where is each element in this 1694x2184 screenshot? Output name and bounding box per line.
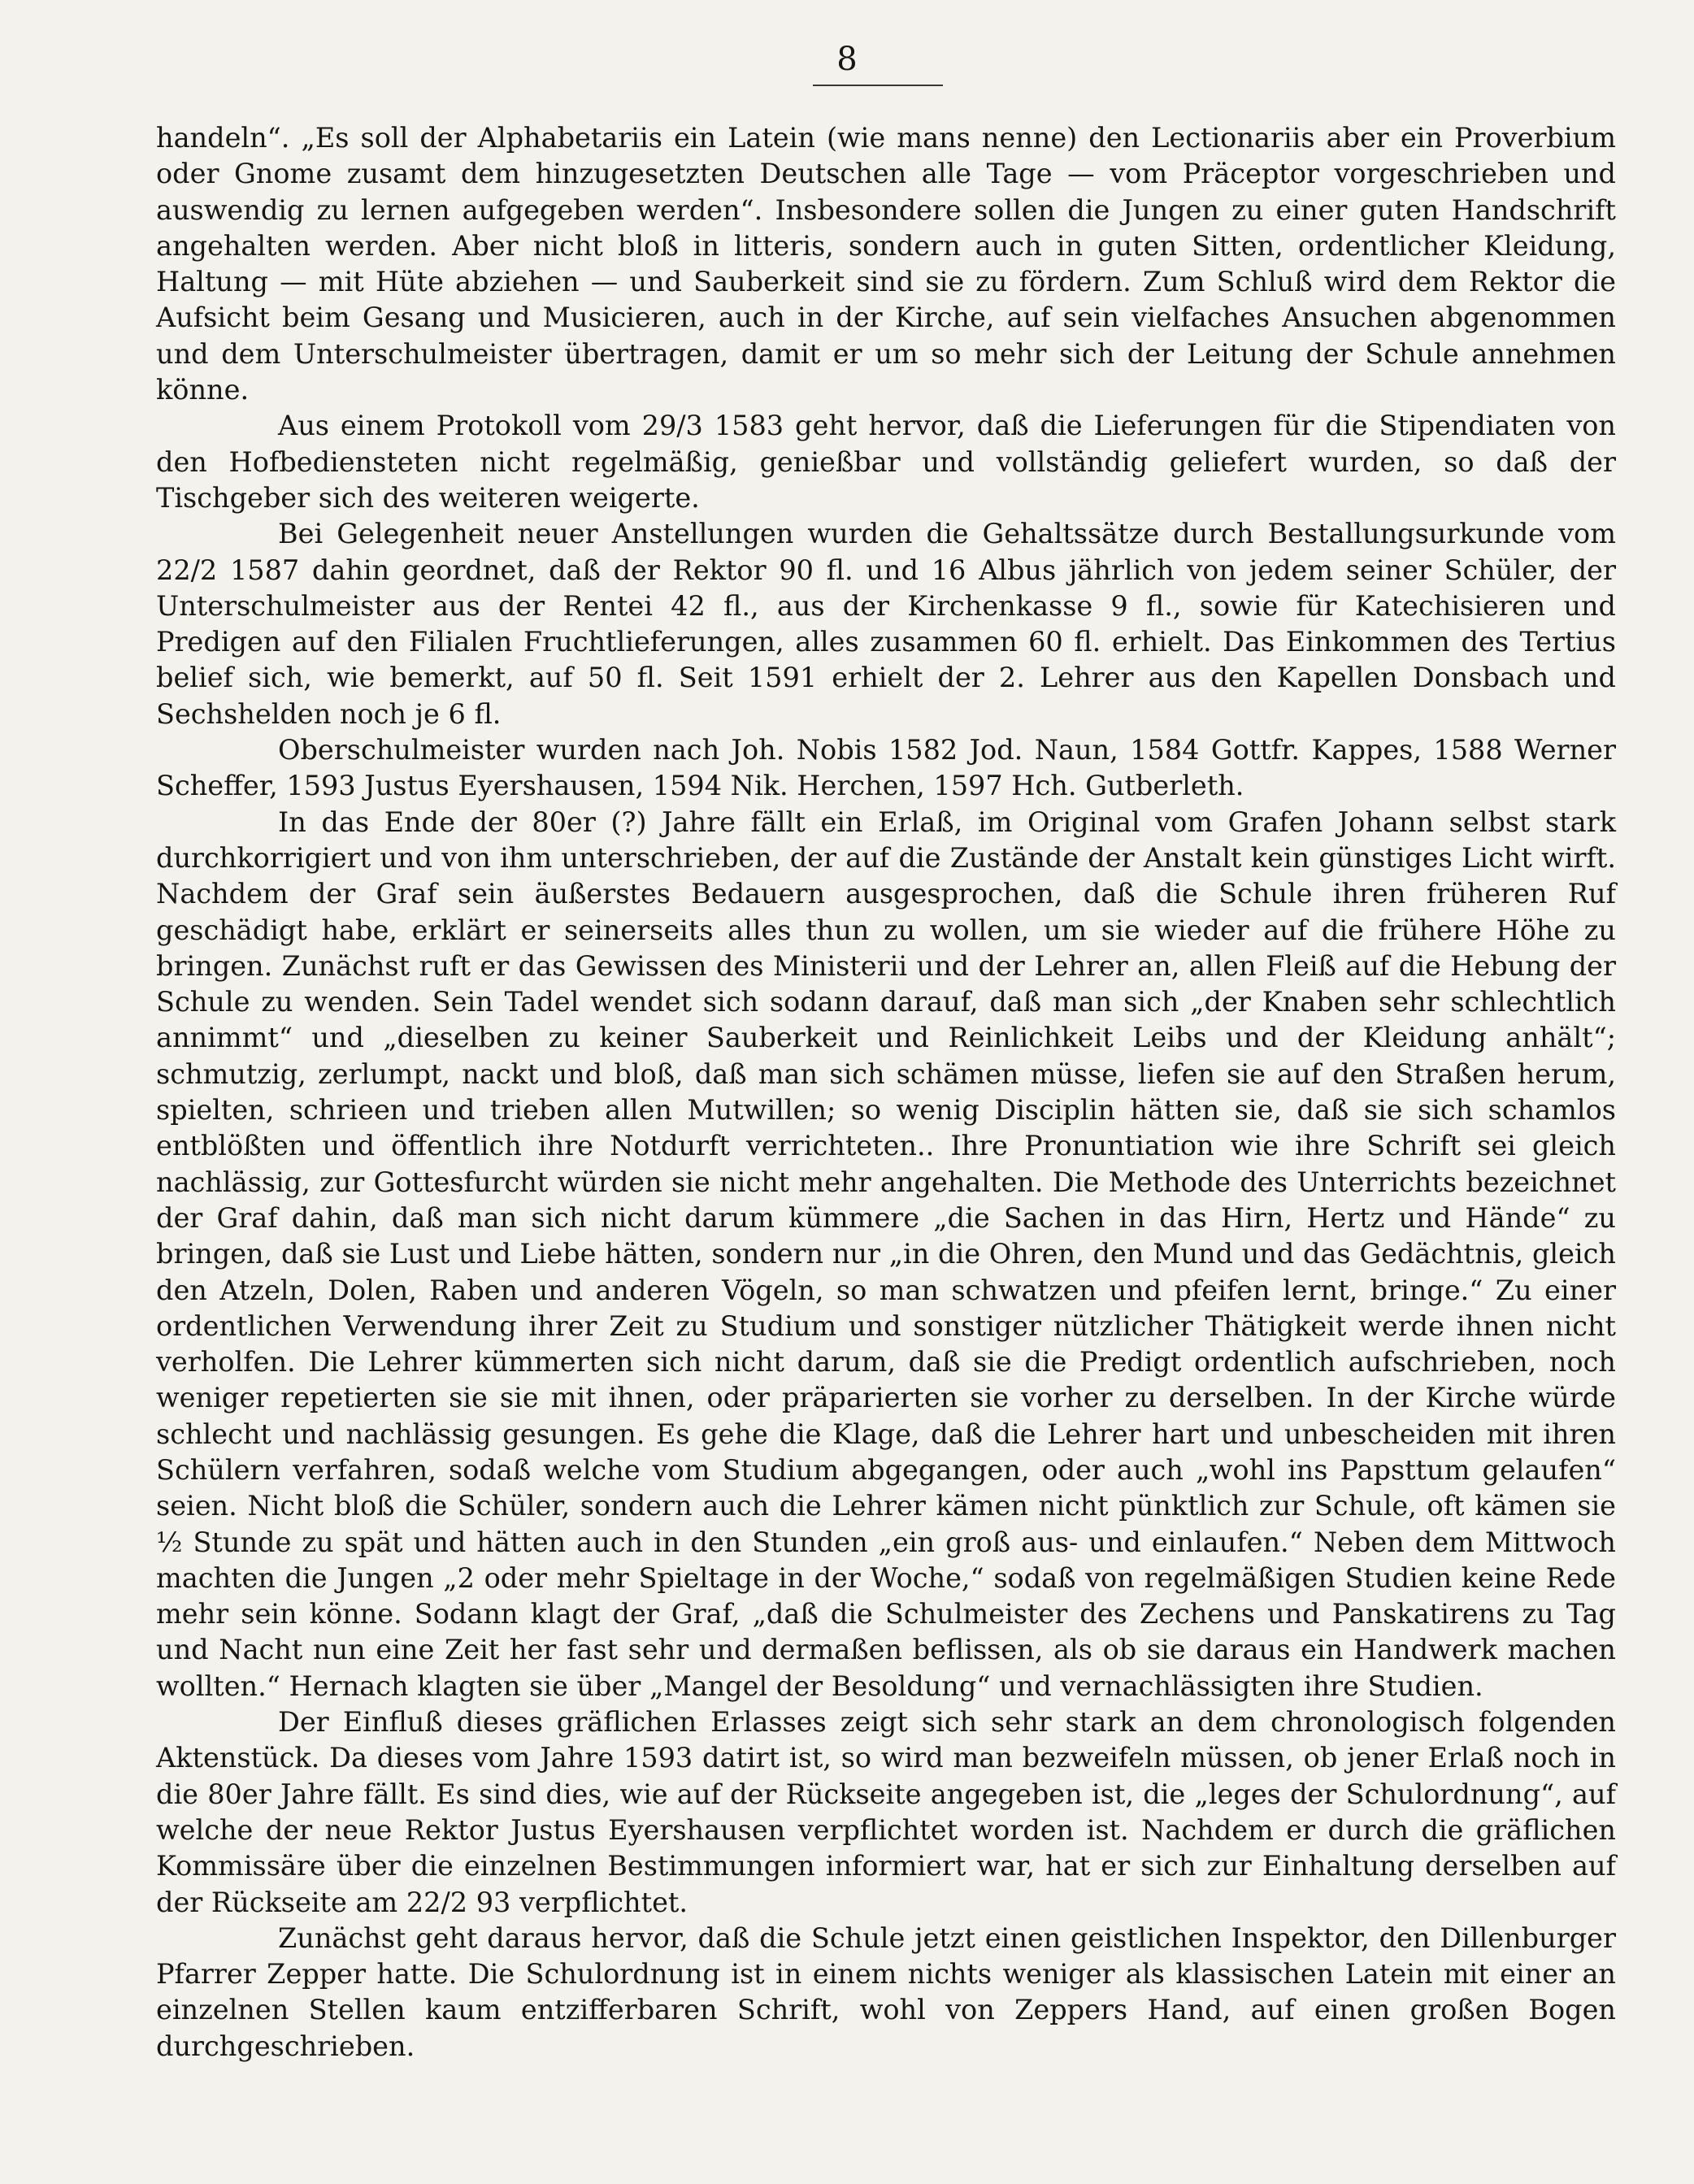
paragraph-6: Der Einfluß dieses gräflichen Erlasses zeigt sich sehr stark an dem chronologisch folgenden Aktenstück. Da dieses vom Jahre 1593 datirt ist, so wird man bezweifeln müssen, ob jener Erlaß noch in die 80er Jahre fällt. Es sind dies, wie auf der Rückseite angegeben ist, die „leges der Schulordnung“, auf welche der neue Rektor Justus Eyershausen verpflichtet worden ist. Nachdem er durch die gräflichen Kommissäre über die einzelnen Bestimmungen informiert war, hat er sich zur Einhaltung derselben auf der Rückseite am 22/2 93 verpflichtet. (156, 1706, 1616, 1918)
paragraph-5: In das Ende der 80er (?) Jahre fällt ein Erlaß, im Original vom Grafen Johann selbst stark durchkorrigiert und von ihm unterschrieben, der auf die Zustände der Anstalt kein günstiges Licht wirft. Nachdem der Graf sein äußerstes Bedauern ausgesprochen, daß die Schule ihren früheren Ruf geschädigt habe, erklärt er seinerseits alles thun zu wollen, um sie wieder auf die frühere Höhe zu bringen. Zunächst ruft er das Gewissen des Ministerii und der Lehrer an, allen Fleiß auf die Hebung der Schule zu wenden. Sein Tadel wendet sich sodann darauf, daß man sich „der Knaben sehr schlechtlich annimmt“ und „dieselben zu keiner Sauberkeit und Reinlichkeit Leibs und der Kleidung anhält“; schmutzig, zerlumpt, nackt und bloß, daß man sich schämen müsse, liefen sie auf den Straßen herum, spielten, schrieen und trieben allen Mutwillen; so wenig Disciplin hätten sie, daß sie sich schamlos entblößten und öffentlich ihre Notdurft verrichteten.. Ihre Pronuntiation wie ihre Schrift sei gleich nachlässig, zur Gottesfurcht würden sie nicht mehr angehalten. Die Methode des Unterrichts bezeichnet der Graf dahin, daß man sich nicht darum kümmere „die Sachen in das Hirn, Hertz und Hände“ zu bringen, daß sie Lust und Liebe hätten, sondern nur „in die Ohren, den Mund und das Gedächtnis, gleich den Atzeln, Dolen, Raben und anderen Vögeln, so man schwatzen und pfeifen lernt, bringe.“ Zu einer ordentlichen Verwendung ihrer Zeit zu Studium und sonstiger nützlicher Thätigkeit werde ihnen nicht verholfen. Die Lehrer kümmerten sich nicht darum, daß sie die Predigt ordentlich aufschrieben, noch weniger repetierten sie sie mit ihnen, oder präparierten sie vorher zu derselben. In der Kirche würde schlecht und nachlässig gesungen. Es gehe die Klage, daß die Lehrer hart und unbescheiden mit ihren Schülern verfahren, sodaß welche vom Studium abgegangen, oder auch „wohl ins Papsttum gelaufen“ seien. Nicht bloß die Schüler, sondern auch die Lehrer kämen nicht pünktlich zur Schule, oft kämen sie ½ Stunde zu spät und hätten auch in den Stunden „ein groß aus- und einlaufen.“ Neben dem Mittwoch machten die Jungen „2 oder mehr Spieltage in der Woche,“ sodaß von regelmäßigen Studien keine Rede mehr sein könne. Sodann klagt der Graf, „daß die Schulmeister des Zechens und Panskatirens zu Tag und Nacht nun eine Zeit her fast sehr und dermaßen beflissen, als ob sie daraus ein Handwerk machen wollten.“ Hernach klagten sie über „Mangel der Besoldung“ und vernachlässigten ihre Studien. (156, 805, 1616, 1702)
body-text (156, 120, 1616, 2065)
paragraph-2: Aus einem Protokoll vom 29/3 1583 geht hervor, daß die Lieferungen für die Stipendiaten von den Hofbediensteten nicht regelmäßig, genießbar und vollständig geliefert wurden, so daß der Tischgeber sich des weiteren weigerte. (156, 410, 1616, 514)
paragraph-4: Oberschulmeister wurden nach Joh. Nobis 1582 Jod. Naun, 1584 Gottfr. Kappes, 1588 Werner Scheffer, 1593 Justus Eyershausen, 1594 Nik. Herchen, 1597 Hch. Gutberleth. (156, 734, 1616, 802)
page-number: 8 (836, 41, 858, 78)
paragraph-7: Zunächst geht daraus hervor, daß die Schule jetzt einen geistlichen Inspektor, den Dillenburger Pfarrer Zepper hatte. Die Schulordnung ist in einem nichts weniger als klassischen Latein mit einer an einzelnen Stellen kaum entzifferbaren Schrift, wohl von Zeppers Hand, auf einen großen Bogen durchgeschrieben. (156, 1921, 1616, 2062)
paragraph-3: Bei Gelegenheit neuer Anstellungen wurden die Gehaltssätze durch Bestallungsurkunde vom 22/2 1587 dahin geordnet, daß der Rektor 90 fl. und 16 Albus jährlich von jedem seiner Schüler, der Unterschulmeister aus der Rentei 42 fl., aus der Kirchenkasse 9 fl., sowie für Katechisieren und Predigen auf den Filialen Fruchtlieferungen, alles zusammen 60 fl. erhielt. Das Einkommen des Tertius belief sich, wie bemerkt, auf 50 fl. Seit 1591 erhielt der 2. Lehrer aus den Kapellen Donsbach und Sechshelden noch je 6 fl. (156, 518, 1616, 730)
header-rule (813, 85, 943, 86)
paragraph-1: handeln“. „Es soll der Alphabetariis ein Latein (wie mans nenne) den Lectionariis aber ein Proverbium oder Gnome zusamt dem hinzugesetzten Deutschen alle Tage — vom Präceptor vorgeschrieben und auswendig zu lernen aufgegeben werden“. Insbesondere sollen die Jungen zu einer guten Handschrift angehalten werden. Aber nicht bloß in litteris, sondern auch in guten Sitten, ordentlicher Kleidung, Haltung — mit Hüte abziehen — und Sauberkeit sind sie zu fördern. Zum Schluß wird dem Rektor die Aufsicht beim Gesang und Musicieren, auch in der Kirche, auf sein vielfaches Ansuchen abgenommen und dem Unterschulmeister übertragen, damit er um so mehr sich der Leitung der Schule annehmen könne. (156, 122, 1616, 406)
